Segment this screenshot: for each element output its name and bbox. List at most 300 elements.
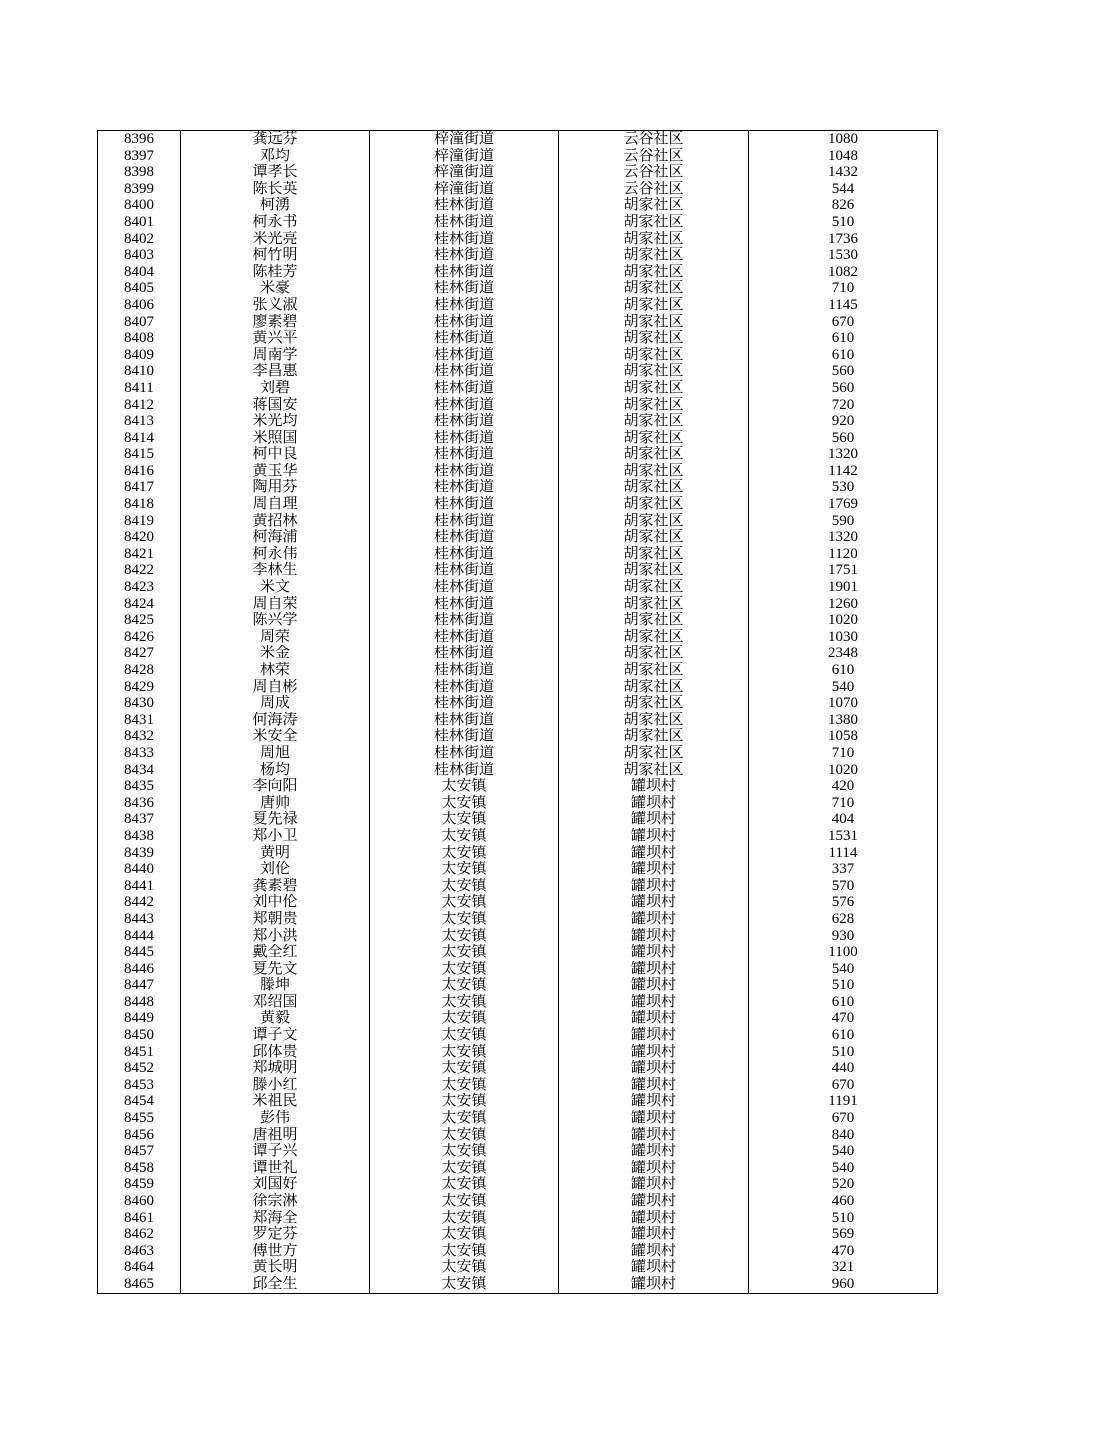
table-row — [98, 562, 938, 579]
subdistrict-cell: 桂林街道 — [370, 297, 559, 314]
name-cell: 郑海全 — [181, 1210, 370, 1227]
row-number-cell: 8448 — [98, 994, 181, 1011]
name-cell: 戴全红 — [181, 944, 370, 961]
table-row — [98, 579, 938, 596]
amount-cell: 670 — [749, 1110, 938, 1127]
table-row — [98, 496, 938, 513]
table-row — [98, 513, 938, 530]
subdistrict-cell: 太安镇 — [370, 961, 559, 978]
row-number-cell: 8416 — [98, 463, 181, 480]
community-cell: 胡家社区 — [559, 645, 749, 662]
amount-cell: 540 — [749, 961, 938, 978]
name-cell: 郑小卫 — [181, 828, 370, 845]
subdistrict-cell: 桂林街道 — [370, 413, 559, 430]
subdistrict-cell: 太安镇 — [370, 1143, 559, 1160]
name-cell: 滕坤 — [181, 977, 370, 994]
subdistrict-cell: 太安镇 — [370, 1176, 559, 1193]
name-cell: 米金 — [181, 645, 370, 662]
name-cell: 周成 — [181, 695, 370, 712]
table-row — [98, 280, 938, 297]
table-row — [98, 546, 938, 563]
table-row — [98, 1027, 938, 1044]
community-cell: 罐坝村 — [559, 1110, 749, 1127]
name-cell: 邱全生 — [181, 1276, 370, 1293]
amount-cell: 628 — [749, 911, 938, 928]
row-number-cell: 8439 — [98, 845, 181, 862]
subdistrict-cell: 桂林街道 — [370, 347, 559, 364]
subdistrict-cell: 太安镇 — [370, 828, 559, 845]
name-cell: 黄明 — [181, 845, 370, 862]
community-cell: 胡家社区 — [559, 297, 749, 314]
table-row — [98, 214, 938, 231]
community-cell: 胡家社区 — [559, 662, 749, 679]
name-cell: 龚远芬 — [181, 131, 370, 148]
table-row — [98, 712, 938, 729]
subdistrict-cell: 桂林街道 — [370, 728, 559, 745]
row-number-cell: 8430 — [98, 695, 181, 712]
community-cell: 胡家社区 — [559, 679, 749, 696]
table-row — [98, 828, 938, 845]
community-cell: 罐坝村 — [559, 1259, 749, 1276]
subdistrict-cell: 太安镇 — [370, 944, 559, 961]
community-cell: 胡家社区 — [559, 695, 749, 712]
subdistrict-cell: 太安镇 — [370, 977, 559, 994]
table-row — [98, 928, 938, 945]
amount-cell: 1030 — [749, 629, 938, 646]
community-cell: 罐坝村 — [559, 977, 749, 994]
community-cell: 胡家社区 — [559, 413, 749, 430]
amount-cell: 610 — [749, 994, 938, 1011]
amount-cell: 1058 — [749, 728, 938, 745]
table-body — [98, 131, 938, 1294]
community-cell: 罐坝村 — [559, 994, 749, 1011]
community-cell: 云谷社区 — [559, 164, 749, 181]
amount-cell: 1320 — [749, 529, 938, 546]
subdistrict-cell: 太安镇 — [370, 1160, 559, 1177]
subdistrict-cell: 桂林街道 — [370, 247, 559, 264]
community-cell: 胡家社区 — [559, 231, 749, 248]
amount-cell: 520 — [749, 1176, 938, 1193]
community-cell: 胡家社区 — [559, 496, 749, 513]
name-cell: 罗定芬 — [181, 1226, 370, 1243]
community-cell: 云谷社区 — [559, 148, 749, 165]
amount-cell: 404 — [749, 811, 938, 828]
amount-cell: 1901 — [749, 579, 938, 596]
name-cell: 谭子文 — [181, 1027, 370, 1044]
row-number-cell: 8401 — [98, 214, 181, 231]
subdistrict-cell: 桂林街道 — [370, 546, 559, 563]
table-row — [98, 795, 938, 812]
name-cell: 米安全 — [181, 728, 370, 745]
table-row — [98, 347, 938, 364]
table-row — [98, 1143, 938, 1160]
table-row — [98, 944, 938, 961]
amount-cell: 1769 — [749, 496, 938, 513]
row-number-cell: 8420 — [98, 529, 181, 546]
amount-cell: 530 — [749, 479, 938, 496]
community-cell: 胡家社区 — [559, 264, 749, 281]
table-row — [98, 148, 938, 165]
community-cell: 罐坝村 — [559, 1044, 749, 1061]
community-cell: 罐坝村 — [559, 1143, 749, 1160]
row-number-cell: 8423 — [98, 579, 181, 596]
table-row — [98, 264, 938, 281]
amount-cell: 440 — [749, 1060, 938, 1077]
row-number-cell: 8456 — [98, 1127, 181, 1144]
amount-cell: 1048 — [749, 148, 938, 165]
row-number-cell: 8440 — [98, 861, 181, 878]
subdistrict-cell: 太安镇 — [370, 1226, 559, 1243]
name-cell: 林荣 — [181, 662, 370, 679]
community-cell: 胡家社区 — [559, 562, 749, 579]
table-row — [98, 894, 938, 911]
community-cell: 罐坝村 — [559, 795, 749, 812]
row-number-cell: 8419 — [98, 513, 181, 530]
subdistrict-cell: 桂林街道 — [370, 446, 559, 463]
name-cell: 米照国 — [181, 430, 370, 447]
table-row — [98, 662, 938, 679]
table-row — [98, 811, 938, 828]
name-cell: 柯竹明 — [181, 247, 370, 264]
row-number-cell: 8406 — [98, 297, 181, 314]
community-cell: 罐坝村 — [559, 1160, 749, 1177]
row-number-cell: 8411 — [98, 380, 181, 397]
amount-cell: 321 — [749, 1259, 938, 1276]
table-row — [98, 612, 938, 629]
community-cell: 罐坝村 — [559, 1276, 749, 1293]
table-row — [98, 1010, 938, 1027]
table-row — [98, 413, 938, 430]
name-cell: 邓均 — [181, 148, 370, 165]
row-number-cell: 8451 — [98, 1044, 181, 1061]
subdistrict-cell: 桂林街道 — [370, 479, 559, 496]
row-number-cell: 8427 — [98, 645, 181, 662]
amount-cell: 1145 — [749, 297, 938, 314]
community-cell: 罐坝村 — [559, 928, 749, 945]
table-row — [98, 430, 938, 447]
row-number-cell: 8460 — [98, 1193, 181, 1210]
name-cell: 周荣 — [181, 629, 370, 646]
amount-cell: 2348 — [749, 645, 938, 662]
amount-cell: 710 — [749, 745, 938, 762]
community-cell: 胡家社区 — [559, 380, 749, 397]
name-cell: 廖素碧 — [181, 314, 370, 331]
community-cell: 胡家社区 — [559, 529, 749, 546]
subdistrict-cell: 梓潼街道 — [370, 181, 559, 198]
subdistrict-cell: 太安镇 — [370, 878, 559, 895]
table-row — [98, 645, 938, 662]
row-number-cell: 8434 — [98, 762, 181, 779]
row-number-cell: 8412 — [98, 397, 181, 414]
row-number-cell: 8400 — [98, 197, 181, 214]
row-number-cell: 8399 — [98, 181, 181, 198]
subdistrict-cell: 桂林街道 — [370, 430, 559, 447]
table-row — [98, 745, 938, 762]
row-number-cell: 8432 — [98, 728, 181, 745]
row-number-cell: 8452 — [98, 1060, 181, 1077]
amount-cell: 337 — [749, 861, 938, 878]
table-row — [98, 977, 938, 994]
row-number-cell: 8403 — [98, 247, 181, 264]
table-row — [98, 1176, 938, 1193]
table-row — [98, 1243, 938, 1260]
community-cell: 罐坝村 — [559, 1093, 749, 1110]
amount-cell: 510 — [749, 1210, 938, 1227]
table-row — [98, 1093, 938, 1110]
table-row — [98, 330, 938, 347]
row-number-cell: 8455 — [98, 1110, 181, 1127]
subdistrict-cell: 桂林街道 — [370, 596, 559, 613]
subdistrict-cell: 太安镇 — [370, 911, 559, 928]
name-cell: 唐帅 — [181, 795, 370, 812]
subdistrict-cell: 桂林街道 — [370, 529, 559, 546]
community-cell: 胡家社区 — [559, 745, 749, 762]
subdistrict-cell: 桂林街道 — [370, 231, 559, 248]
name-cell: 龚素碧 — [181, 878, 370, 895]
table-row — [98, 181, 938, 198]
table-row — [98, 529, 938, 546]
amount-cell: 1260 — [749, 596, 938, 613]
amount-cell: 1736 — [749, 231, 938, 248]
amount-cell: 610 — [749, 1027, 938, 1044]
subdistrict-cell: 桂林街道 — [370, 314, 559, 331]
community-cell: 罐坝村 — [559, 894, 749, 911]
subdistrict-cell: 太安镇 — [370, 795, 559, 812]
name-cell: 米光亮 — [181, 231, 370, 248]
row-number-cell: 8405 — [98, 280, 181, 297]
amount-cell: 510 — [749, 977, 938, 994]
table-row — [98, 1160, 938, 1177]
table-row — [98, 1060, 938, 1077]
table-row — [98, 679, 938, 696]
community-cell: 罐坝村 — [559, 1193, 749, 1210]
table-row — [98, 911, 938, 928]
name-cell: 柯永伟 — [181, 546, 370, 563]
name-cell: 郑城明 — [181, 1060, 370, 1077]
community-cell: 胡家社区 — [559, 612, 749, 629]
community-cell: 胡家社区 — [559, 728, 749, 745]
subdistrict-cell: 梓潼街道 — [370, 164, 559, 181]
community-cell: 胡家社区 — [559, 579, 749, 596]
table-row — [98, 463, 938, 480]
name-cell: 徐宗淋 — [181, 1193, 370, 1210]
amount-cell: 610 — [749, 330, 938, 347]
row-number-cell: 8397 — [98, 148, 181, 165]
subdistrict-cell: 桂林街道 — [370, 579, 559, 596]
amount-cell: 1120 — [749, 546, 938, 563]
amount-cell: 540 — [749, 1160, 938, 1177]
community-cell: 胡家社区 — [559, 214, 749, 231]
amount-cell: 1020 — [749, 762, 938, 779]
subdistrict-cell: 桂林街道 — [370, 330, 559, 347]
community-cell: 罐坝村 — [559, 861, 749, 878]
community-cell: 罐坝村 — [559, 1027, 749, 1044]
row-number-cell: 8458 — [98, 1160, 181, 1177]
community-cell: 罐坝村 — [559, 1210, 749, 1227]
community-cell: 胡家社区 — [559, 463, 749, 480]
row-number-cell: 8421 — [98, 546, 181, 563]
amount-cell: 1080 — [749, 131, 938, 148]
community-cell: 胡家社区 — [559, 197, 749, 214]
community-cell: 罐坝村 — [559, 961, 749, 978]
table-row — [98, 231, 938, 248]
table-row — [98, 1077, 938, 1094]
community-cell: 胡家社区 — [559, 397, 749, 414]
subdistrict-cell: 太安镇 — [370, 1077, 559, 1094]
table-row — [98, 1193, 938, 1210]
community-cell: 胡家社区 — [559, 430, 749, 447]
name-cell: 米祖民 — [181, 1093, 370, 1110]
table-row — [98, 994, 938, 1011]
amount-cell: 569 — [749, 1226, 938, 1243]
amount-cell: 590 — [749, 513, 938, 530]
amount-cell: 720 — [749, 397, 938, 414]
name-cell: 刘碧 — [181, 380, 370, 397]
amount-cell: 1191 — [749, 1093, 938, 1110]
amount-cell: 540 — [749, 679, 938, 696]
row-number-cell: 8424 — [98, 596, 181, 613]
subdistrict-cell: 桂林街道 — [370, 280, 559, 297]
name-cell: 郑朝贵 — [181, 911, 370, 928]
row-number-cell: 8431 — [98, 712, 181, 729]
name-cell: 夏先禄 — [181, 811, 370, 828]
community-cell: 胡家社区 — [559, 629, 749, 646]
subdistrict-cell: 太安镇 — [370, 1093, 559, 1110]
row-number-cell: 8447 — [98, 977, 181, 994]
row-number-cell: 8407 — [98, 314, 181, 331]
row-number-cell: 8435 — [98, 778, 181, 795]
community-cell: 罐坝村 — [559, 1176, 749, 1193]
row-number-cell: 8396 — [98, 131, 181, 148]
table-row — [98, 762, 938, 779]
subdistrict-cell: 太安镇 — [370, 994, 559, 1011]
name-cell: 米文 — [181, 579, 370, 596]
name-cell: 李林生 — [181, 562, 370, 579]
table-row — [98, 961, 938, 978]
row-number-cell: 8410 — [98, 363, 181, 380]
table-row — [98, 728, 938, 745]
row-number-cell: 8409 — [98, 347, 181, 364]
name-cell: 陈桂芳 — [181, 264, 370, 281]
table-row — [98, 380, 938, 397]
table-row — [98, 1127, 938, 1144]
row-number-cell: 8408 — [98, 330, 181, 347]
name-cell: 郑小洪 — [181, 928, 370, 945]
amount-cell: 960 — [749, 1276, 938, 1293]
data-table — [97, 130, 938, 1294]
row-number-cell: 8433 — [98, 745, 181, 762]
amount-cell: 510 — [749, 214, 938, 231]
subdistrict-cell: 太安镇 — [370, 894, 559, 911]
amount-cell: 930 — [749, 928, 938, 945]
subdistrict-cell: 桂林街道 — [370, 612, 559, 629]
name-cell: 柯海浦 — [181, 529, 370, 546]
subdistrict-cell: 太安镇 — [370, 1027, 559, 1044]
table-row — [98, 1226, 938, 1243]
amount-cell: 560 — [749, 430, 938, 447]
name-cell: 李昌惠 — [181, 363, 370, 380]
community-cell: 罐坝村 — [559, 1243, 749, 1260]
subdistrict-cell: 桂林街道 — [370, 562, 559, 579]
row-number-cell: 8454 — [98, 1093, 181, 1110]
table-row — [98, 861, 938, 878]
table-row — [98, 845, 938, 862]
community-cell: 胡家社区 — [559, 513, 749, 530]
community-cell: 胡家社区 — [559, 330, 749, 347]
row-number-cell: 8402 — [98, 231, 181, 248]
amount-cell: 540 — [749, 1143, 938, 1160]
name-cell: 陶用芬 — [181, 479, 370, 496]
table-row — [98, 247, 938, 264]
community-cell: 罐坝村 — [559, 1010, 749, 1027]
amount-cell: 1082 — [749, 264, 938, 281]
amount-cell: 510 — [749, 1044, 938, 1061]
table-row — [98, 1276, 938, 1293]
amount-cell: 460 — [749, 1193, 938, 1210]
amount-cell: 710 — [749, 280, 938, 297]
name-cell: 邓绍国 — [181, 994, 370, 1011]
subdistrict-cell: 太安镇 — [370, 1127, 559, 1144]
table-row — [98, 297, 938, 314]
name-cell: 周自彬 — [181, 679, 370, 696]
name-cell: 彭伟 — [181, 1110, 370, 1127]
row-number-cell: 8443 — [98, 911, 181, 928]
amount-cell: 1114 — [749, 845, 938, 862]
subdistrict-cell: 桂林街道 — [370, 629, 559, 646]
name-cell: 周自荣 — [181, 596, 370, 613]
amount-cell: 1751 — [749, 562, 938, 579]
table-row — [98, 878, 938, 895]
amount-cell: 840 — [749, 1127, 938, 1144]
community-cell: 胡家社区 — [559, 280, 749, 297]
name-cell: 黄招林 — [181, 513, 370, 530]
community-cell: 胡家社区 — [559, 446, 749, 463]
amount-cell: 560 — [749, 380, 938, 397]
name-cell: 陈长英 — [181, 181, 370, 198]
amount-cell: 1320 — [749, 446, 938, 463]
name-cell: 蒋国安 — [181, 397, 370, 414]
row-number-cell: 8459 — [98, 1176, 181, 1193]
row-number-cell: 8413 — [98, 413, 181, 430]
subdistrict-cell: 太安镇 — [370, 1259, 559, 1276]
name-cell: 柯永书 — [181, 214, 370, 231]
subdistrict-cell: 太安镇 — [370, 1110, 559, 1127]
row-number-cell: 8414 — [98, 430, 181, 447]
subdistrict-cell: 太安镇 — [370, 1193, 559, 1210]
community-cell: 胡家社区 — [559, 596, 749, 613]
row-number-cell: 8429 — [98, 679, 181, 696]
amount-cell: 670 — [749, 314, 938, 331]
row-number-cell: 8464 — [98, 1259, 181, 1276]
subdistrict-cell: 太安镇 — [370, 861, 559, 878]
subdistrict-cell: 梓潼街道 — [370, 148, 559, 165]
community-cell: 胡家社区 — [559, 363, 749, 380]
row-number-cell: 8404 — [98, 264, 181, 281]
row-number-cell: 8461 — [98, 1210, 181, 1227]
community-cell: 罐坝村 — [559, 911, 749, 928]
name-cell: 陈兴学 — [181, 612, 370, 629]
name-cell: 米光均 — [181, 413, 370, 430]
community-cell: 胡家社区 — [559, 546, 749, 563]
subdistrict-cell: 桂林街道 — [370, 264, 559, 281]
table-row — [98, 363, 938, 380]
community-cell: 罐坝村 — [559, 878, 749, 895]
amount-cell: 560 — [749, 363, 938, 380]
row-number-cell: 8422 — [98, 562, 181, 579]
name-cell: 张义淑 — [181, 297, 370, 314]
community-cell: 胡家社区 — [559, 712, 749, 729]
subdistrict-cell: 桂林街道 — [370, 363, 559, 380]
